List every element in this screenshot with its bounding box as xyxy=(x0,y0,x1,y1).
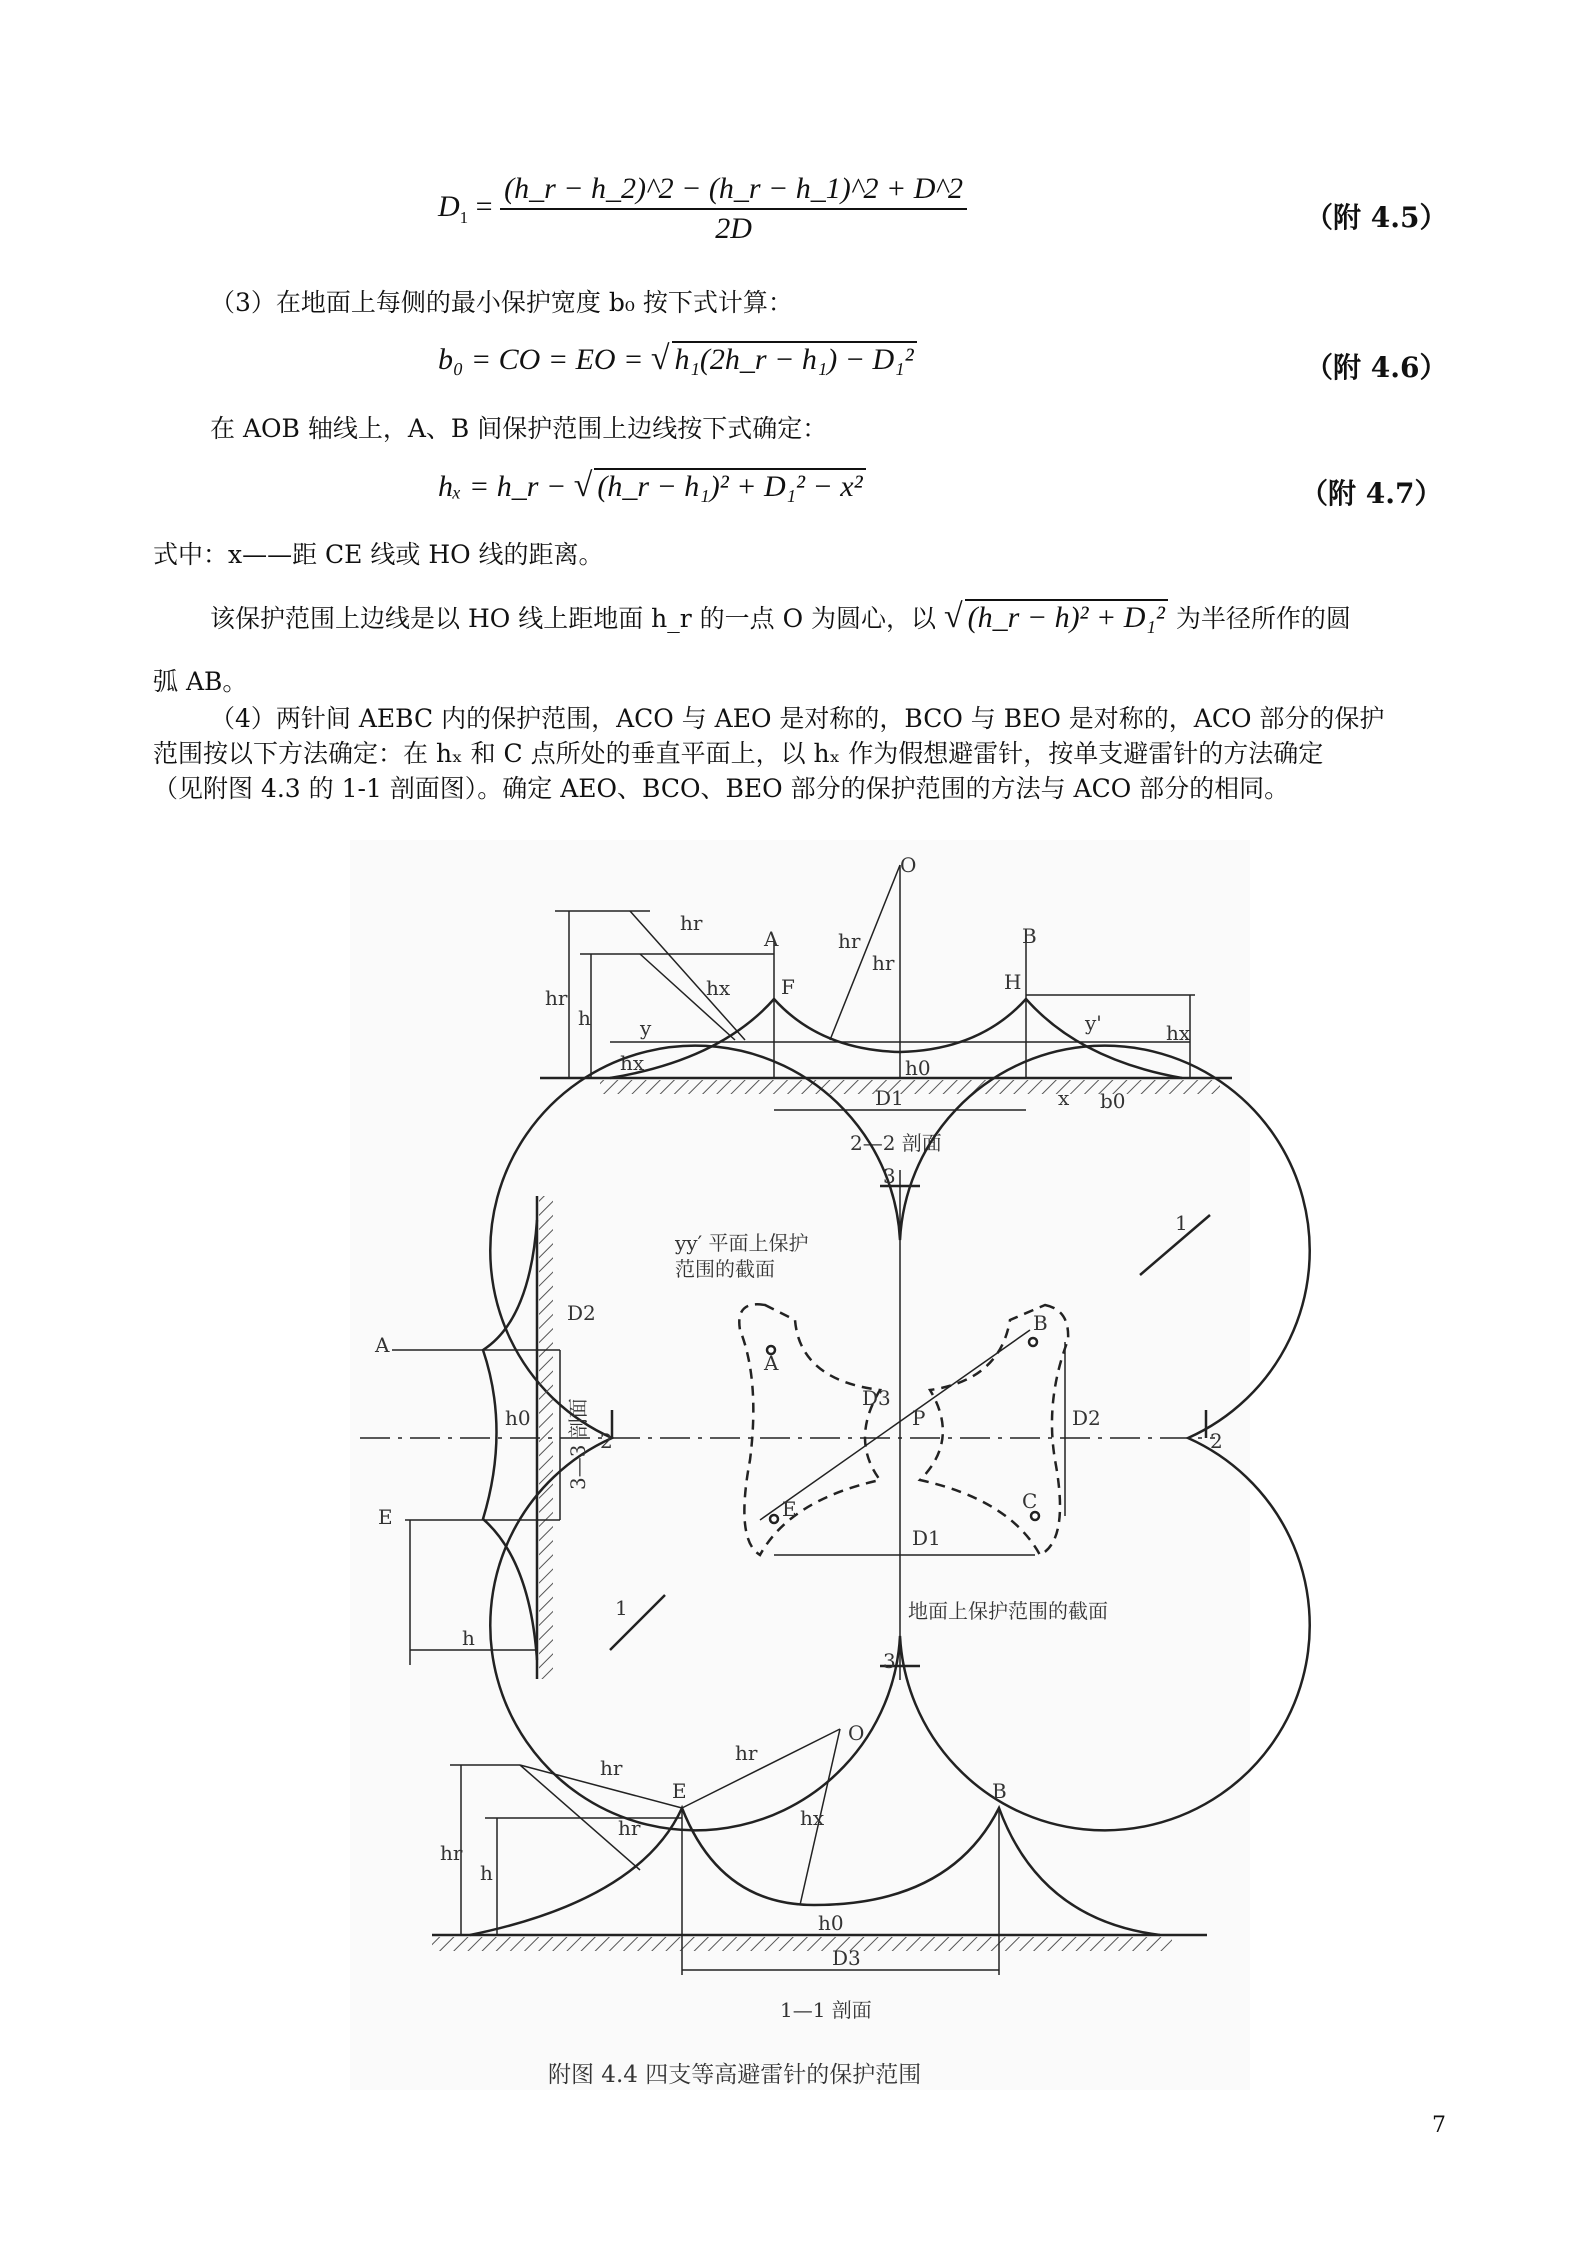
label: hr xyxy=(618,1816,641,1840)
radicand: (h_r − h₁)² + D₁² − x² xyxy=(594,468,865,504)
label: h0 xyxy=(905,1056,931,1080)
label: h0 xyxy=(505,1406,531,1430)
label: E xyxy=(672,1779,687,1803)
label: H xyxy=(1004,970,1022,994)
label: y' xyxy=(1085,1011,1102,1035)
page-number: 7 xyxy=(1432,2113,1446,2138)
section-title: 3—3 剖面 xyxy=(566,1398,590,1490)
eq-lhs: D xyxy=(438,189,460,223)
label: hr xyxy=(838,929,861,953)
label: b0 xyxy=(1100,1089,1126,1113)
label: yy′ 平面上保护 xyxy=(675,1231,809,1255)
sqrt-icon: √ xyxy=(650,340,670,377)
paragraph-aob: 在 AOB 轴线上，A、B 间保护范围上边线按下式确定： xyxy=(210,414,828,443)
section-title: 2—2 剖面 xyxy=(850,1131,942,1155)
paragraph-3: （3）在地面上每侧的最小保护宽度 b₀ 按下式计算： xyxy=(210,288,793,317)
label: hr xyxy=(735,1741,758,1765)
label: C xyxy=(1022,1489,1038,1513)
label: 2 xyxy=(1210,1429,1223,1453)
label: D2 xyxy=(1072,1406,1101,1430)
label: 3 xyxy=(883,1164,896,1188)
paragraph-4-line-3: （见附图 4.3 的 1-1 剖面图）。确定 AEO、BCO、BEO 部分的保护范围的方法与 ACO 部分的相同。 xyxy=(153,774,1290,803)
paragraph-4-line-1: （4）两针间 AEBC 内的保护范围，ACO 与 AEO 是对称的，BCO 与 BEO 是对称的，ACO 部分的保护 xyxy=(210,704,1385,733)
label: A xyxy=(764,1351,779,1375)
label: D3 xyxy=(832,1946,861,1970)
paragraph-where: 式中：x——距 CE 线或 HO 线的距离。 xyxy=(153,540,604,569)
text: 为半径所作的圆 xyxy=(1175,604,1351,633)
numerator: (h_r − h_2)^2 − (h_r − h_1)^2 + D^2 xyxy=(500,172,967,210)
label: h xyxy=(578,1006,591,1030)
label: h xyxy=(462,1626,475,1650)
label: B xyxy=(992,1779,1007,1803)
label: hx xyxy=(706,976,731,1000)
text: 该保护范围上边线是以 HO 线上距地面 h_r 的一点 O 为圆心，以 xyxy=(210,604,937,633)
equation-label-4-5: （附 4.5） xyxy=(1305,201,1448,234)
label: B xyxy=(1033,1311,1048,1335)
label: h xyxy=(480,1861,493,1885)
equation-label-4-6: （附 4.6） xyxy=(1305,351,1448,384)
radicand: h₁(2h_r − h₁) − D₁² xyxy=(672,341,917,377)
eq-lhs-sub: 1 xyxy=(459,207,469,227)
eq-lhs: b₀ = CO = EO = xyxy=(438,343,644,376)
label: 地面上保护范围的截面 xyxy=(908,1599,1108,1623)
equation-4-5: $D_1$ = $\frac{(h\_r - h\_2)\^{}2 - (h\_r - h\_1)\^{}2 + D\^{}2}{2D}$ xyxy=(438,172,967,246)
paragraph-arc-end: 弧 AB。 xyxy=(153,667,248,696)
label: D1 xyxy=(875,1086,904,1110)
eq-lhs: hₓ = h_r − xyxy=(438,470,567,503)
label: B xyxy=(1022,924,1037,948)
label: hx xyxy=(800,1806,825,1830)
paragraph-4-line-2: 范围按以下方法确定：在 hₓ 和 C 点所处的垂直平面上，以 hₓ 作为假想避雷针，按单支避雷针的方法确定 xyxy=(153,739,1324,768)
sqrt-icon: √ xyxy=(573,467,593,504)
label: 3 xyxy=(883,1649,896,1673)
label: hx xyxy=(1166,1021,1191,1045)
radicand: (h_r − h)² + D₁² xyxy=(965,599,1168,635)
label: h0 xyxy=(818,1911,844,1935)
denominator: 2D xyxy=(715,212,752,245)
section-title: 1—1 剖面 xyxy=(780,1998,872,2022)
sqrt-icon: √ xyxy=(943,598,963,635)
label: 1 xyxy=(615,1596,628,1620)
label: D1 xyxy=(912,1526,941,1550)
label: 范围的截面 xyxy=(675,1257,775,1281)
label: hx xyxy=(620,1051,645,1075)
label: hr xyxy=(600,1756,623,1780)
label: D3 xyxy=(862,1386,891,1410)
label: hr xyxy=(872,951,895,975)
label: F xyxy=(781,975,795,999)
label: P xyxy=(912,1406,926,1430)
label: y xyxy=(640,1016,652,1040)
label: A xyxy=(375,1333,390,1357)
equation-label-4-7: （附 4.7） xyxy=(1300,477,1443,510)
label: hr xyxy=(680,911,703,935)
label: x xyxy=(1058,1086,1070,1110)
label: E xyxy=(782,1497,797,1521)
label: 1 xyxy=(1175,1211,1188,1235)
label: E xyxy=(378,1505,393,1529)
label: O xyxy=(900,853,917,877)
label: hr xyxy=(440,1841,463,1865)
label: D2 xyxy=(567,1301,596,1325)
label: 2 xyxy=(600,1429,613,1453)
label: hr xyxy=(545,986,568,1010)
label: A xyxy=(764,927,779,951)
label: O xyxy=(848,1721,865,1745)
figure-caption: 附图 4.4 四支等高避雷针的保护范围 xyxy=(548,2062,922,2088)
